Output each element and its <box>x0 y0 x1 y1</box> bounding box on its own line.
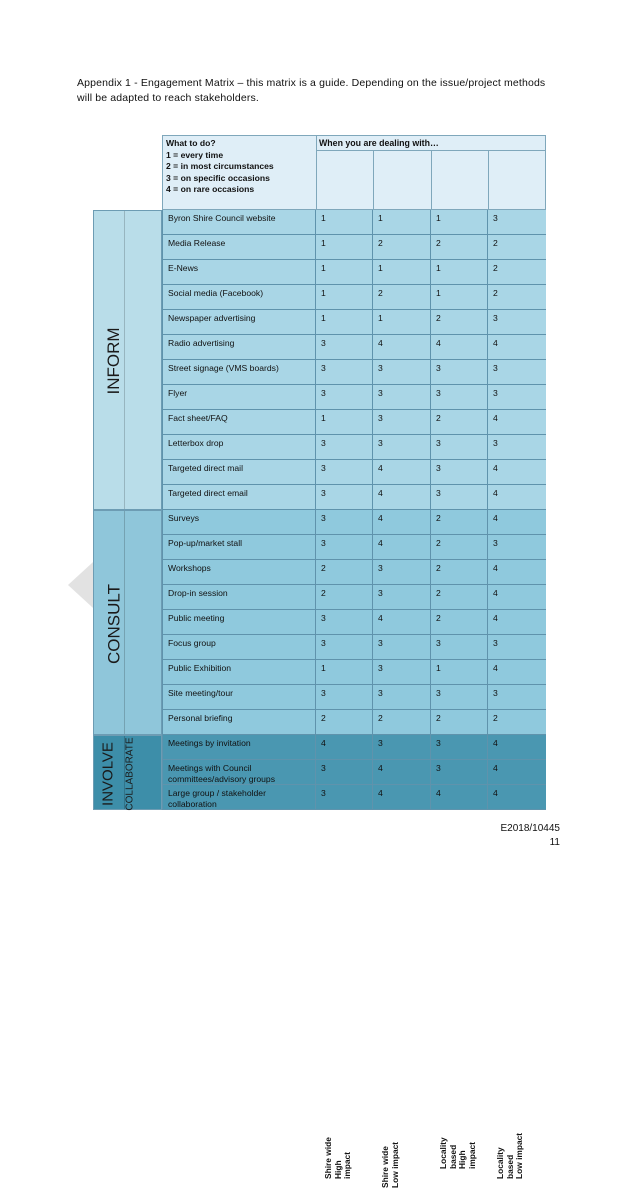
rating-cell: 2 <box>487 260 545 284</box>
rating-cell: 3 <box>315 760 372 784</box>
method-cell: Public Exhibition <box>162 660 316 684</box>
method-cell: Letterbox drop <box>162 435 316 459</box>
rating-cell: 3 <box>315 335 372 359</box>
rating-cell: 4 <box>487 335 545 359</box>
rating-cell: 3 <box>315 360 372 384</box>
legend-title: What to do? <box>166 138 216 148</box>
method-cell: Surveys <box>162 510 316 534</box>
rating-cell: 3 <box>372 560 430 584</box>
rating-cell: 3 <box>430 685 487 709</box>
rating-cell: 3 <box>487 685 545 709</box>
rating-cell: 3 <box>372 585 430 609</box>
method-cell: Focus group <box>162 635 316 659</box>
rating-cell: 2 <box>487 285 545 309</box>
rating-cell: 3 <box>372 635 430 659</box>
table-row <box>162 260 546 285</box>
rating-cell: 3 <box>315 385 372 409</box>
rating-cell: 4 <box>372 610 430 634</box>
rating-cell: 2 <box>430 535 487 559</box>
rating-cell: 2 <box>430 610 487 634</box>
band-title: INVOLVE <box>99 741 116 806</box>
rating-cell: 1 <box>315 210 372 234</box>
rating-cell: 2 <box>372 285 430 309</box>
rating-cell: 3 <box>430 360 487 384</box>
rating-cell: 3 <box>315 685 372 709</box>
rating-cell: 3 <box>487 385 545 409</box>
rating-cell: 2 <box>487 235 545 259</box>
rating-cell: 2 <box>315 710 372 734</box>
method-cell: Targeted direct mail <box>162 460 316 484</box>
rating-cell: 1 <box>372 310 430 334</box>
column-header-locality-high: Locality based High impact <box>438 1137 477 1169</box>
rating-cell: 3 <box>430 735 487 759</box>
method-cell: Workshops <box>162 560 316 584</box>
table-row <box>162 235 546 260</box>
rating-cell: 3 <box>487 435 545 459</box>
rating-cell: 1 <box>315 310 372 334</box>
legend-line: 1 = every time <box>166 149 224 160</box>
rating-cell: 3 <box>315 535 372 559</box>
method-cell: Social media (Facebook) <box>162 285 316 309</box>
column-header-shire-high: Shire wide High impact <box>323 1136 352 1179</box>
page-heading: Appendix 1 - Engagement Matrix – this matrix is a guide. Depending on the issue/project methods will be adapted to reach stakeholders. <box>77 77 546 104</box>
rating-cell: 3 <box>315 785 372 809</box>
rating-cell: 3 <box>372 410 430 434</box>
rating-cell: 1 <box>430 210 487 234</box>
table-row <box>162 710 546 735</box>
rating-cell: 2 <box>430 310 487 334</box>
rating-cell: 3 <box>487 310 545 334</box>
rating-cell: 1 <box>315 235 372 259</box>
band-subtitle: COLLABORATE <box>124 736 135 811</box>
rating-cell: 4 <box>372 335 430 359</box>
rating-cell: 1 <box>372 210 430 234</box>
rating-cell: 3 <box>487 535 545 559</box>
method-cell: Public meeting <box>162 610 316 634</box>
rating-cell: 3 <box>372 660 430 684</box>
rating-cell: 2 <box>430 585 487 609</box>
rating-cell: 3 <box>315 435 372 459</box>
legend-line: 3 = on specific occasions <box>166 172 270 183</box>
rating-cell: 3 <box>315 485 372 509</box>
method-cell: Street signage (VMS boards) <box>162 360 316 384</box>
rating-cell: 2 <box>315 560 372 584</box>
rating-cell: 3 <box>430 460 487 484</box>
rating-cell: 2 <box>430 560 487 584</box>
rating-cell: 2 <box>430 410 487 434</box>
method-cell: Byron Shire Council website <box>162 210 316 234</box>
rating-cell: 1 <box>430 285 487 309</box>
band-consult <box>93 510 546 735</box>
table-row <box>162 535 546 560</box>
method-cell: Meetings by invitation <box>162 735 316 759</box>
rating-cell: 3 <box>487 210 545 234</box>
rating-cell: 3 <box>430 385 487 409</box>
rating-cell: 2 <box>430 510 487 534</box>
rating-cell: 4 <box>372 785 430 809</box>
rating-cell: 2 <box>372 710 430 734</box>
rating-cell: 1 <box>372 260 430 284</box>
rating-cell: 3 <box>372 735 430 759</box>
rating-cell: 4 <box>487 760 545 784</box>
table-row <box>162 510 546 535</box>
table-row <box>162 410 546 435</box>
column-header-shire-low: Shire wide Low impact <box>380 1141 400 1188</box>
rating-cell: 1 <box>315 660 372 684</box>
rating-cell: 4 <box>372 535 430 559</box>
rating-cell: 2 <box>430 235 487 259</box>
column-header-locality-low: Locality based Low impact <box>495 1132 524 1179</box>
rating-cell: 4 <box>487 785 545 809</box>
rating-cell: 4 <box>487 735 545 759</box>
rating-cell: 1 <box>430 660 487 684</box>
method-cell: Large group / stakeholder collaboration <box>162 785 316 809</box>
page-number: 11 <box>549 837 560 848</box>
rating-cell: 1 <box>315 260 372 284</box>
rating-cell: 3 <box>372 385 430 409</box>
table-row <box>162 785 546 810</box>
when-dealing-label: When you are dealing with… <box>319 138 439 148</box>
table-row <box>162 310 546 335</box>
rating-cell: 4 <box>487 560 545 584</box>
legend-line: 2 = in most circumstances <box>166 161 274 171</box>
table-row <box>162 485 546 510</box>
rating-cell: 4 <box>487 510 545 534</box>
method-cell: Drop-in session <box>162 585 316 609</box>
rating-cell: 1 <box>430 260 487 284</box>
method-cell: Personal briefing <box>162 710 316 734</box>
legend-line: 4 = on rare occasions <box>166 184 255 194</box>
band-involve <box>93 735 546 810</box>
table-row <box>162 360 546 385</box>
table-row <box>162 435 546 460</box>
band-inform <box>93 210 546 510</box>
rating-cell: 2 <box>430 710 487 734</box>
rating-cell: 4 <box>372 510 430 534</box>
rating-cell: 3 <box>315 510 372 534</box>
rating-cell: 3 <box>315 635 372 659</box>
rating-cell: 3 <box>315 610 372 634</box>
table-row <box>162 760 546 785</box>
band-title: CONSULT <box>104 583 123 664</box>
table-row <box>162 285 546 310</box>
rating-cell: 1 <box>315 285 372 309</box>
band-label <box>93 510 162 735</box>
rating-cell: 4 <box>487 460 545 484</box>
method-cell: Newspaper advertising <box>162 310 316 334</box>
method-cell: Targeted direct email <box>162 485 316 509</box>
rating-cell: 4 <box>487 585 545 609</box>
table-row <box>162 460 546 485</box>
table-row <box>162 335 546 360</box>
table-row <box>162 735 546 760</box>
table-row <box>162 585 546 610</box>
rating-cell: 4 <box>372 760 430 784</box>
method-cell: Media Release <box>162 235 316 259</box>
rating-cell: 1 <box>315 410 372 434</box>
table-row <box>162 560 546 585</box>
method-cell: Fact sheet/FAQ <box>162 410 316 434</box>
method-cell: Flyer <box>162 385 316 409</box>
legend <box>166 138 316 196</box>
band-label <box>93 210 162 510</box>
rating-cell: 3 <box>315 460 372 484</box>
method-cell: Pop-up/market stall <box>162 535 316 559</box>
rating-cell: 4 <box>430 785 487 809</box>
rating-cell: 4 <box>487 485 545 509</box>
rating-cell: 2 <box>372 235 430 259</box>
table-row <box>162 210 546 235</box>
method-cell: E-News <box>162 260 316 284</box>
table-row <box>162 685 546 710</box>
rating-cell: 4 <box>430 335 487 359</box>
rating-cell: 3 <box>372 435 430 459</box>
table-row <box>162 660 546 685</box>
rating-cell: 3 <box>430 635 487 659</box>
rating-cell: 2 <box>487 710 545 734</box>
band-title: INFORM <box>104 327 123 395</box>
rating-cell: 4 <box>487 410 545 434</box>
rating-cell: 3 <box>430 760 487 784</box>
rating-cell: 4 <box>315 735 372 759</box>
rating-cell: 3 <box>430 435 487 459</box>
method-cell: Radio advertising <box>162 335 316 359</box>
rating-cell: 3 <box>487 360 545 384</box>
rating-cell: 4 <box>487 660 545 684</box>
table-row <box>162 385 546 410</box>
rating-cell: 2 <box>315 585 372 609</box>
rating-cell: 3 <box>487 635 545 659</box>
document-reference: E2018/10445 <box>500 823 560 834</box>
band-label <box>93 735 162 810</box>
rating-cell: 3 <box>430 485 487 509</box>
table-row <box>162 635 546 660</box>
table-row <box>162 610 546 635</box>
rating-cell: 3 <box>372 360 430 384</box>
method-cell: Meetings with Council committees/advisory groups <box>162 760 316 784</box>
rating-cell: 4 <box>372 460 430 484</box>
method-cell: Site meeting/tour <box>162 685 316 709</box>
rating-cell: 4 <box>372 485 430 509</box>
rating-cell: 3 <box>372 685 430 709</box>
rating-cell: 4 <box>487 610 545 634</box>
